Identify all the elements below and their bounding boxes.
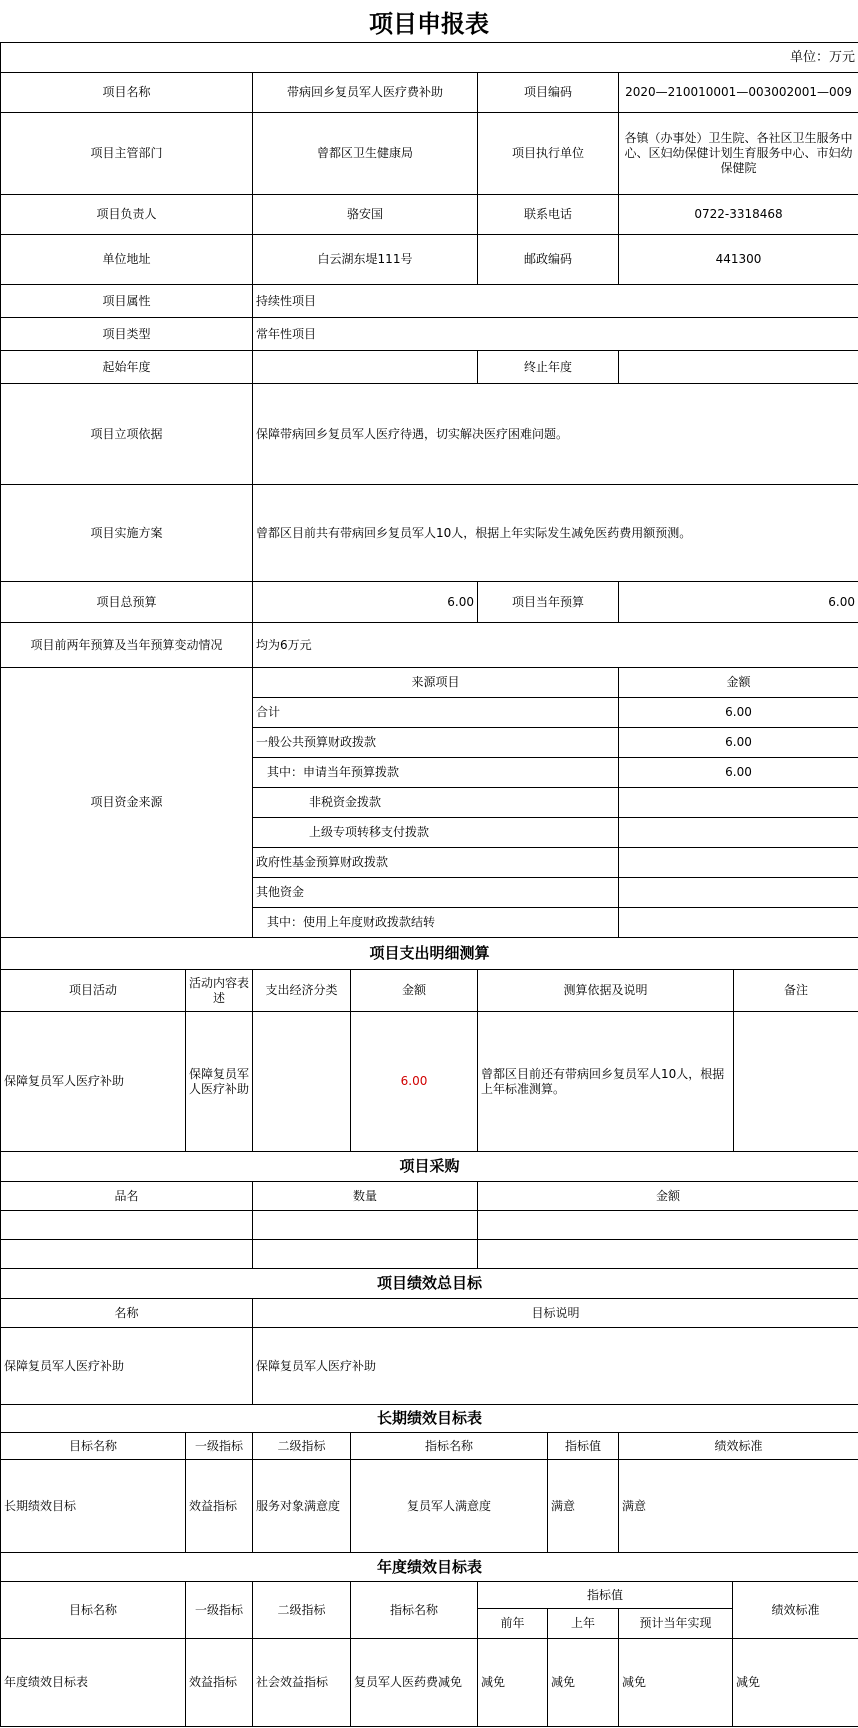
project-name-label: 项目名称 bbox=[1, 73, 253, 113]
funding-row-name: 其他资金 bbox=[253, 878, 619, 908]
long-term-header: 指标值 bbox=[548, 1433, 619, 1460]
long-term-header: 绩效标准 bbox=[619, 1433, 858, 1460]
goal-section-title: 项目绩效总目标 bbox=[1, 1269, 858, 1299]
long-term-cell: 长期绩效目标 bbox=[1, 1460, 186, 1553]
exec-unit-value: 各镇（办事处）卫生院、各社区卫生服务中心、区妇幼保健计划生育服务中心、市妇幼保健院 bbox=[619, 113, 858, 195]
budget-change-value: 均为6万元 bbox=[253, 623, 858, 668]
funding-row-amount: 6.00 bbox=[619, 728, 858, 758]
expense-activity: 保障复员军人医疗补助 bbox=[1, 1012, 186, 1152]
long-term-header: 目标名称 bbox=[1, 1433, 186, 1460]
zip-value: 441300 bbox=[619, 235, 858, 285]
unit-label: 单位：万元 bbox=[1, 43, 858, 73]
expense-header: 备注 bbox=[734, 970, 858, 1012]
plan-value: 曾都区目前共有带病回乡复员军人10人，根据上年实际发生减免医药费用额预测。 bbox=[253, 485, 858, 582]
purchase-section-title: 项目采购 bbox=[1, 1152, 858, 1182]
annual-header: 一级指标 bbox=[186, 1582, 253, 1639]
funding-row-name: 其中：使用上年度财政拨款结转 bbox=[253, 908, 619, 938]
funding-row-name: 政府性基金预算财政拨款 bbox=[253, 848, 619, 878]
basis-value: 保障带病回乡复员军人医疗待遇，切实解决医疗困难问题。 bbox=[253, 384, 858, 485]
start-year-label: 起始年度 bbox=[1, 351, 253, 384]
address-label: 单位地址 bbox=[1, 235, 253, 285]
current-budget-value: 6.00 bbox=[619, 582, 858, 623]
expense-header: 测算依据及说明 bbox=[478, 970, 734, 1012]
purchase-cell bbox=[478, 1240, 858, 1269]
dept-value: 曾都区卫生健康局 bbox=[253, 113, 478, 195]
annual-cell: 效益指标 bbox=[186, 1639, 253, 1727]
long-term-cell: 满意 bbox=[619, 1460, 858, 1553]
funding-col-amount: 金额 bbox=[619, 668, 858, 698]
exec-unit-label: 项目执行单位 bbox=[478, 113, 619, 195]
goal-table bbox=[0, 1268, 858, 1405]
phone-label: 联系电话 bbox=[478, 195, 619, 235]
attr-value: 持续性项目 bbox=[253, 285, 858, 318]
funding-row-amount bbox=[619, 848, 858, 878]
annual-cell: 减免 bbox=[733, 1639, 858, 1727]
basis-label: 项目立项依据 bbox=[1, 384, 253, 485]
long-term-section-title: 长期绩效目标表 bbox=[1, 1405, 858, 1433]
annual-header: 指标值 bbox=[478, 1582, 733, 1609]
zip-label: 邮政编码 bbox=[478, 235, 619, 285]
end-year-value bbox=[619, 351, 858, 384]
type-label: 项目类型 bbox=[1, 318, 253, 351]
annual-header: 指标名称 bbox=[351, 1582, 478, 1639]
funding-row-amount bbox=[619, 908, 858, 938]
annual-cell: 减免 bbox=[548, 1639, 619, 1727]
funding-row-name: 一般公共预算财政拨款 bbox=[253, 728, 619, 758]
annual-cell: 社会效益指标 bbox=[253, 1639, 351, 1727]
annual-subheader: 预计当年实现 bbox=[619, 1609, 733, 1639]
funding-row-amount bbox=[619, 788, 858, 818]
annual-cell: 年度绩效目标表 bbox=[1, 1639, 186, 1727]
funding-row-name: 合计 bbox=[253, 698, 619, 728]
purchase-cell bbox=[478, 1211, 858, 1240]
address-value: 白云湖东堤111号 bbox=[253, 235, 478, 285]
purchase-cell bbox=[253, 1240, 478, 1269]
basic-info-table bbox=[0, 42, 858, 668]
attr-label: 项目属性 bbox=[1, 285, 253, 318]
funding-row-amount: 6.00 bbox=[619, 758, 858, 788]
annual-header: 绩效标准 bbox=[733, 1582, 858, 1639]
goal-header: 目标说明 bbox=[253, 1299, 858, 1328]
goal-header: 名称 bbox=[1, 1299, 253, 1328]
long-term-cell: 满意 bbox=[548, 1460, 619, 1553]
plan-label: 项目实施方案 bbox=[1, 485, 253, 582]
funding-row-amount: 6.00 bbox=[619, 698, 858, 728]
expense-note bbox=[734, 1012, 858, 1152]
expense-header: 金额 bbox=[351, 970, 478, 1012]
annual-section-title: 年度绩效目标表 bbox=[1, 1553, 858, 1582]
annual-cell: 复员军人医药费减免 bbox=[351, 1639, 478, 1727]
current-budget-label: 项目当年预算 bbox=[478, 582, 619, 623]
funding-row-name: 上级专项转移支付拨款 bbox=[253, 818, 619, 848]
annual-table bbox=[0, 1552, 858, 1727]
leader-value: 骆安国 bbox=[253, 195, 478, 235]
project-code-label: 项目编码 bbox=[478, 73, 619, 113]
funding-row-amount bbox=[619, 878, 858, 908]
total-budget-value: 6.00 bbox=[253, 582, 478, 623]
purchase-cell bbox=[1, 1211, 253, 1240]
total-budget-label: 项目总预算 bbox=[1, 582, 253, 623]
phone-value: 0722-3318468 bbox=[619, 195, 858, 235]
annual-header: 二级指标 bbox=[253, 1582, 351, 1639]
annual-cell: 减免 bbox=[619, 1639, 733, 1727]
annual-subheader: 前年 bbox=[478, 1609, 548, 1639]
purchase-cell bbox=[253, 1211, 478, 1240]
funding-col-source: 来源项目 bbox=[253, 668, 619, 698]
dept-label: 项目主管部门 bbox=[1, 113, 253, 195]
long-term-header: 二级指标 bbox=[253, 1433, 351, 1460]
long-term-header: 一级指标 bbox=[186, 1433, 253, 1460]
purchase-header: 金额 bbox=[478, 1182, 858, 1211]
project-name: 带病回乡复员军人医疗费补助 bbox=[253, 73, 478, 113]
expense-content: 保障复员军人医疗补助 bbox=[186, 1012, 253, 1152]
expense-table bbox=[0, 937, 858, 1152]
start-year-value bbox=[253, 351, 478, 384]
expense-basis: 曾都区目前还有带病回乡复员军人10人，根据上年标准测算。 bbox=[478, 1012, 734, 1152]
long-term-cell: 复员军人满意度 bbox=[351, 1460, 548, 1553]
type-value: 常年性项目 bbox=[253, 318, 858, 351]
funding-label: 项目资金来源 bbox=[1, 668, 253, 938]
purchase-header: 品名 bbox=[1, 1182, 253, 1211]
expense-header: 支出经济分类 bbox=[253, 970, 351, 1012]
expense-amount: 6.00 bbox=[351, 1012, 478, 1152]
expense-class bbox=[253, 1012, 351, 1152]
goal-name: 保障复员军人医疗补助 bbox=[1, 1328, 253, 1405]
annual-subheader: 上年 bbox=[548, 1609, 619, 1639]
end-year-label: 终止年度 bbox=[478, 351, 619, 384]
expense-section-title: 项目支出明细测算 bbox=[1, 938, 858, 970]
purchase-header: 数量 bbox=[253, 1182, 478, 1211]
annual-cell: 减免 bbox=[478, 1639, 548, 1727]
funding-row-name: 其中：申请当年预算拨款 bbox=[253, 758, 619, 788]
funding-table bbox=[0, 667, 858, 938]
purchase-table bbox=[0, 1151, 858, 1269]
expense-header: 活动内容表述 bbox=[186, 970, 253, 1012]
long-term-header: 指标名称 bbox=[351, 1433, 548, 1460]
form-title: 项目申报表 bbox=[0, 0, 858, 43]
leader-label: 项目负责人 bbox=[1, 195, 253, 235]
funding-row-name: 非税资金拨款 bbox=[253, 788, 619, 818]
purchase-cell bbox=[1, 1240, 253, 1269]
expense-header: 项目活动 bbox=[1, 970, 186, 1012]
long-term-cell: 效益指标 bbox=[186, 1460, 253, 1553]
goal-desc: 保障复员军人医疗补助 bbox=[253, 1328, 858, 1405]
project-code: 2020—210010001—003002001—009 bbox=[619, 73, 858, 113]
annual-header: 目标名称 bbox=[1, 1582, 186, 1639]
funding-row-amount bbox=[619, 818, 858, 848]
long-term-table bbox=[0, 1404, 858, 1553]
budget-change-label: 项目前两年预算及当年预算变动情况 bbox=[1, 623, 253, 668]
long-term-cell: 服务对象满意度 bbox=[253, 1460, 351, 1553]
